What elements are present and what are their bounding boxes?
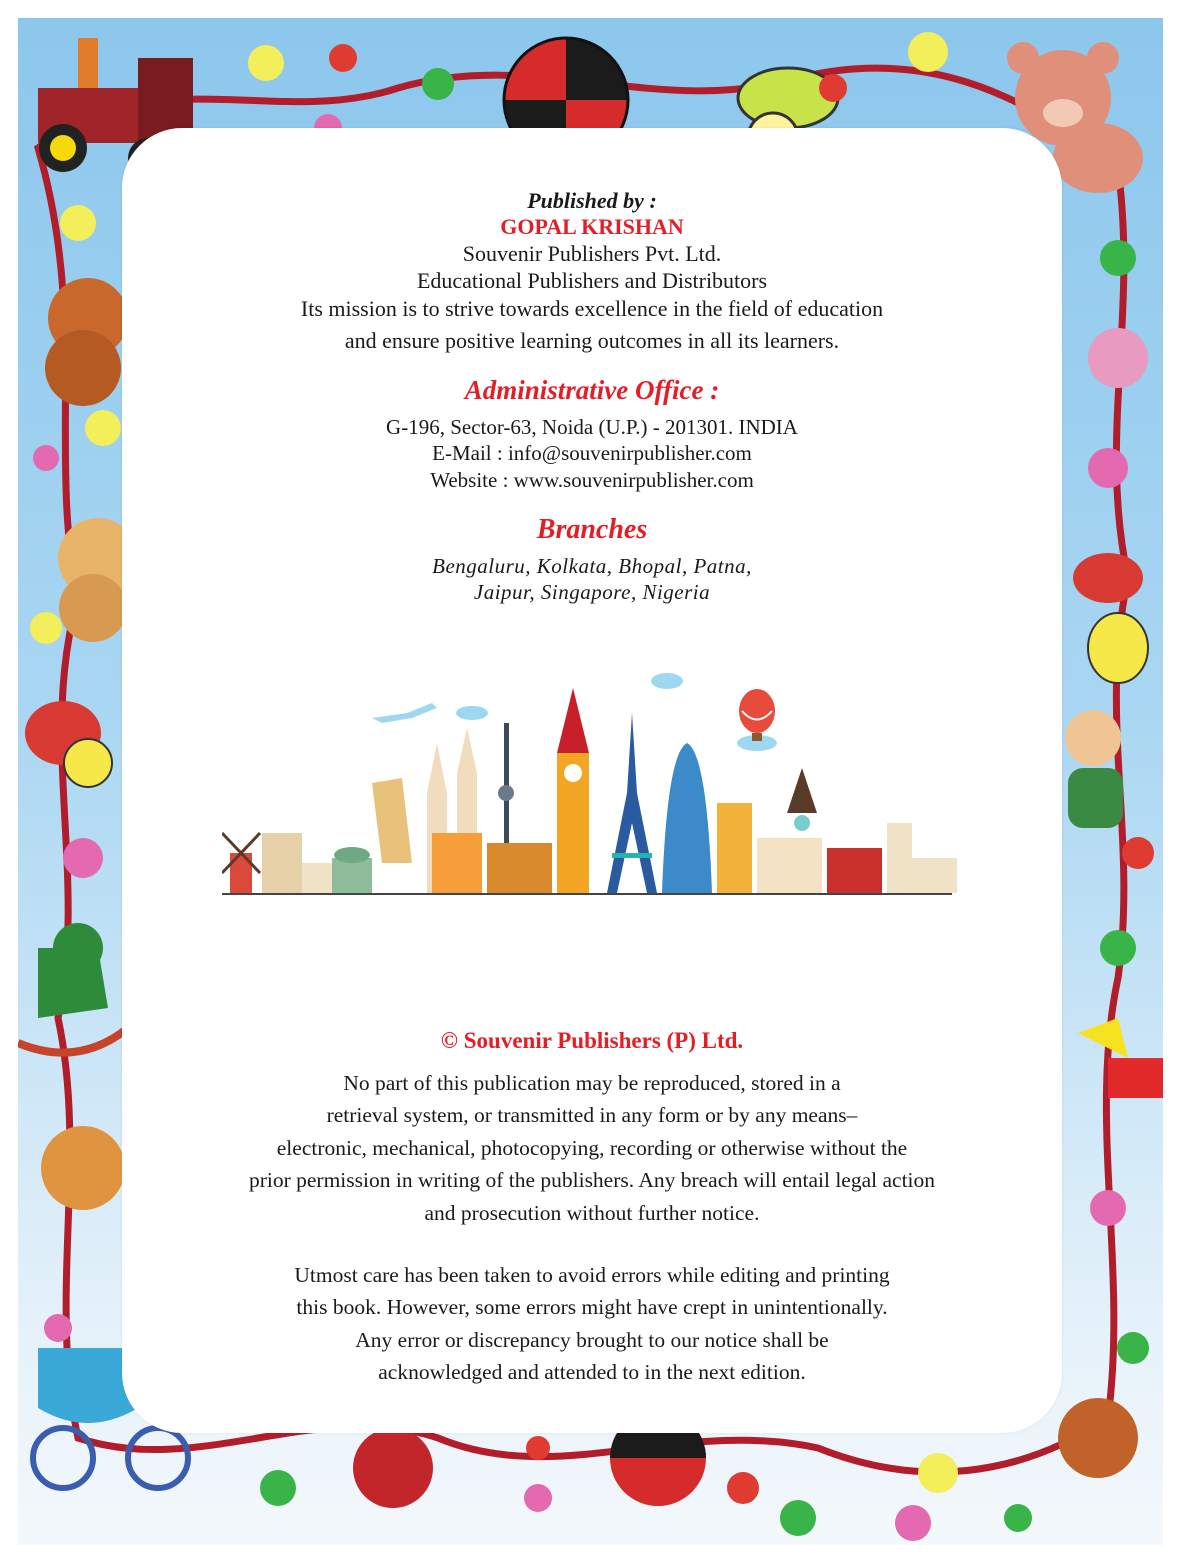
town-hall-icon (717, 768, 822, 893)
pacifier-icon (1073, 553, 1148, 683)
copyright-notice-line: electronic, mechanical, photocopying, recording or otherwise without the (276, 1136, 908, 1160)
teddy-bear-icon (41, 1126, 125, 1210)
office-email: E-Mail : info@souvenirpublisher.com (432, 441, 752, 465)
eiffel-tower-icon (607, 713, 657, 893)
office-website: Website : www.souvenirpublisher.com (430, 468, 754, 492)
branches-list: Jaipur, Singapore, Nigeria (473, 580, 711, 604)
disclaimer-line: Any error or discrepancy brought to our notice shall be (355, 1328, 829, 1352)
rattle-icon (1078, 1018, 1163, 1098)
windmill-icon (222, 833, 260, 893)
mission-line: Its mission is to strive towards excellence in the field of education (300, 296, 884, 321)
teddy-bear-icon (1058, 1398, 1138, 1478)
disclaimer-line: Utmost care has been taken to avoid errors while editing and printing (294, 1263, 890, 1287)
clock-tower-icon (557, 688, 589, 893)
airplane-icon (372, 703, 437, 723)
world-landmarks-illustration (222, 673, 962, 913)
copyright-notice-line: No part of this publication may be reproduced, stored in a (343, 1071, 841, 1095)
leaning-tower-icon (372, 778, 412, 863)
disclaimer-line: this book. However, some errors might have crept in unintentionally. (296, 1295, 888, 1319)
palace-icon (262, 833, 302, 893)
disclaimer-line: acknowledged and attended to in the next edition. (378, 1360, 806, 1384)
copyright-notice-line: and prosecution without further notice. (424, 1201, 760, 1225)
mission-line: and ensure positive learning outcomes in all its learners. (344, 328, 840, 353)
pacifier-icon (25, 701, 112, 787)
copyright-notice-line: retrieval system, or transmitted in any form or by any means– (326, 1103, 858, 1127)
rocking-horse-icon (18, 923, 128, 1053)
publisher-name: GOPAL KRISHAN (500, 214, 684, 239)
copyright-heading: © Souvenir Publishers (P) Ltd. (440, 1028, 744, 1053)
office-heading: Administrative Office : (464, 375, 720, 405)
office-address: G-196, Sector-63, Noida (U.P.) - 201301. INDIA (386, 415, 798, 439)
fortress-icon (887, 823, 957, 893)
company-name: Souvenir Publishers Pvt. Ltd. (462, 241, 722, 266)
doll-icon (1065, 710, 1123, 828)
published-by-label: Published by : (527, 188, 657, 213)
branches-heading: Branches (536, 514, 648, 545)
branches-list: Bengaluru, Kolkata, Bhopal, Patna, (432, 554, 752, 578)
toy-wheel-icon (1088, 328, 1148, 388)
domed-building-icon (332, 847, 372, 893)
cathedral-icon (427, 728, 482, 893)
museum-icon (827, 848, 882, 893)
colosseum-icon (487, 843, 552, 893)
publication-info-card (122, 128, 1062, 1433)
doll-icon (353, 1428, 433, 1508)
company-tagline: Educational Publishers and Distributors (416, 268, 768, 293)
hot-air-balloon-icon (739, 689, 775, 741)
skyscraper-icon (662, 743, 712, 893)
copyright-notice-line: prior permission in writing of the publishers. Any breach will entail legal action (248, 1168, 936, 1192)
